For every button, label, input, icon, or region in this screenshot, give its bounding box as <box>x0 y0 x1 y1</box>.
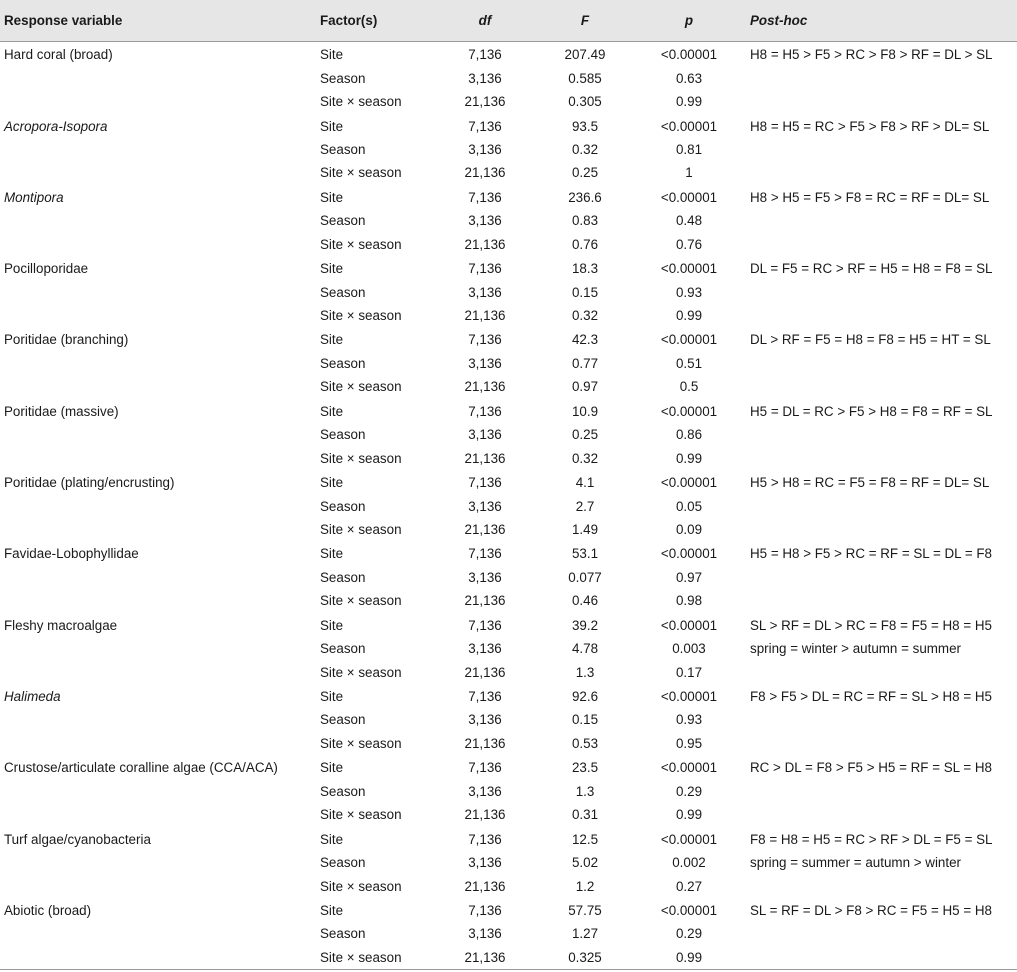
cell-p-value: <0.00001 <box>660 617 718 633</box>
cell-df: 7,136 <box>468 47 502 63</box>
cell-factor: Site × season <box>320 807 402 823</box>
cell-p-value: <0.00001 <box>660 332 718 348</box>
cell-f-value: 4.1 <box>575 475 595 491</box>
cell-f-value: 4.78 <box>571 641 599 657</box>
cell-p-value: 0.003 <box>672 641 706 657</box>
cell-response-variable <box>0 423 320 446</box>
cell-p-value: 0.17 <box>675 664 703 680</box>
table-row <box>0 138 1017 161</box>
table-row <box>0 399 1017 423</box>
cell-df: 3,136 <box>468 712 502 728</box>
cell-post-hoc <box>746 280 1017 303</box>
cell-p-value: 0.93 <box>675 284 703 300</box>
cell-df: 7,136 <box>468 189 502 205</box>
cell-response-variable <box>0 946 320 970</box>
cell-post-hoc: H8 > H5 = F5 > F8 = RC = RF = DL= SL <box>750 189 990 205</box>
cell-f-value: 1.2 <box>575 878 595 894</box>
cell-post-hoc <box>746 233 1017 256</box>
cell-f-value: 1.3 <box>575 664 595 680</box>
cell-post-hoc <box>746 446 1017 469</box>
table-row <box>0 637 1017 660</box>
cell-post-hoc <box>746 90 1017 113</box>
cell-p-value: 0.97 <box>675 569 703 585</box>
header-factors: Factor(s) <box>320 0 432 42</box>
cell-response-variable <box>0 90 320 113</box>
cell-df: 21,136 <box>464 379 506 395</box>
cell-response-variable <box>0 922 320 945</box>
cell-factor: Site × season <box>320 593 402 609</box>
cell-post-hoc: RC > DL = F8 > F5 > H5 = RF = SL = H8 <box>750 760 993 776</box>
cell-response-variable <box>0 280 320 303</box>
cell-post-hoc: F8 = H8 = H5 = RC > RF > DL = F5 = SL <box>750 831 993 847</box>
cell-factor: Season <box>320 855 366 871</box>
table-row <box>0 589 1017 612</box>
cell-f-value: 0.97 <box>571 379 599 395</box>
cell-p-value: 0.27 <box>675 878 703 894</box>
cell-p-value: 0.09 <box>675 521 703 537</box>
cell-post-hoc: H5 = DL = RC > F5 > H8 = F8 = RF = SL <box>750 403 993 419</box>
cell-f-value: 12.5 <box>571 831 599 847</box>
cell-p-value: 0.76 <box>675 236 703 252</box>
cell-response-variable: Montipora <box>4 189 64 205</box>
cell-factor: Site <box>320 261 344 277</box>
cell-df: 7,136 <box>468 831 502 847</box>
cell-df: 3,136 <box>468 498 502 514</box>
cell-f-value: 0.15 <box>571 712 599 728</box>
cell-response-variable <box>0 518 320 541</box>
header-p: p <box>632 0 746 42</box>
cell-factor: Site × season <box>320 735 402 751</box>
cell-df: 21,136 <box>464 236 506 252</box>
cell-df: 3,136 <box>468 70 502 86</box>
cell-post-hoc <box>746 66 1017 89</box>
table-row <box>0 352 1017 375</box>
table-row <box>0 494 1017 517</box>
cell-factor: Site × season <box>320 308 402 324</box>
cell-post-hoc <box>746 780 1017 803</box>
cell-post-hoc <box>746 922 1017 945</box>
cell-p-value: 0.29 <box>675 926 703 942</box>
cell-factor: Season <box>320 712 366 728</box>
cell-df: 3,136 <box>468 569 502 585</box>
cell-response-variable <box>0 209 320 232</box>
cell-df: 21,136 <box>464 165 506 181</box>
cell-df: 7,136 <box>468 403 502 419</box>
cell-post-hoc <box>746 946 1017 970</box>
cell-post-hoc <box>746 589 1017 612</box>
table-row <box>0 42 1017 67</box>
cell-factor: Site <box>320 403 344 419</box>
cell-factor: Site <box>320 47 344 63</box>
cell-f-value: 0.32 <box>571 450 599 466</box>
cell-df: 3,136 <box>468 926 502 942</box>
cell-p-value: <0.00001 <box>660 689 718 705</box>
cell-p-value: 0.99 <box>675 94 703 110</box>
table-row <box>0 922 1017 945</box>
cell-factor: Season <box>320 783 366 799</box>
table-row <box>0 304 1017 327</box>
table-row <box>0 209 1017 232</box>
cell-factor: Season <box>320 141 366 157</box>
cell-response-variable <box>0 851 320 874</box>
cell-f-value: 0.83 <box>571 213 599 229</box>
cell-response-variable <box>0 138 320 161</box>
table-row <box>0 280 1017 303</box>
cell-factor: Site × season <box>320 236 402 252</box>
cell-df: 7,136 <box>468 261 502 277</box>
cell-post-hoc <box>746 304 1017 327</box>
cell-df: 3,136 <box>468 355 502 371</box>
cell-p-value: 0.86 <box>675 427 703 443</box>
header-f: F <box>538 0 632 42</box>
cell-factor: Season <box>320 498 366 514</box>
cell-response-variable: Pocilloporidae <box>4 261 89 277</box>
cell-response-variable <box>0 589 320 612</box>
cell-response-variable <box>0 233 320 256</box>
cell-factor: Site <box>320 475 344 491</box>
cell-p-value: <0.00001 <box>660 189 718 205</box>
cell-response-variable <box>0 874 320 897</box>
cell-f-value: 0.585 <box>568 70 602 86</box>
cell-factor: Site <box>320 546 344 562</box>
cell-factor: Season <box>320 213 366 229</box>
cell-post-hoc: H5 = H8 > F5 > RC = RF = SL = DL = F8 <box>750 546 993 562</box>
cell-post-hoc: F8 > F5 > DL = RC = RF = SL > H8 = H5 <box>750 689 993 705</box>
cell-f-value: 0.25 <box>571 165 599 181</box>
cell-f-value: 0.31 <box>571 807 599 823</box>
cell-response-variable <box>0 708 320 731</box>
cell-factor: Site × season <box>320 165 402 181</box>
cell-df: 7,136 <box>468 760 502 776</box>
cell-post-hoc: H8 = H5 > F5 > RC > F8 > RF = DL > SL <box>750 47 993 63</box>
table-row <box>0 708 1017 731</box>
cell-response-variable <box>0 637 320 660</box>
cell-post-hoc <box>746 138 1017 161</box>
cell-factor: Site × season <box>320 878 402 894</box>
cell-factor: Season <box>320 70 366 86</box>
cell-factor: Season <box>320 284 366 300</box>
cell-f-value: 0.76 <box>571 236 599 252</box>
table-row <box>0 423 1017 446</box>
cell-f-value: 0.32 <box>571 308 599 324</box>
cell-response-variable: Poritidae (plating/encrusting) <box>4 475 175 491</box>
cell-df: 7,136 <box>468 617 502 633</box>
cell-post-hoc <box>746 732 1017 755</box>
cell-df: 21,136 <box>464 308 506 324</box>
table-row <box>0 470 1017 494</box>
cell-p-value: 0.29 <box>675 783 703 799</box>
cell-f-value: 2.7 <box>575 498 595 514</box>
cell-f-value: 0.32 <box>571 141 599 157</box>
table-row <box>0 518 1017 541</box>
cell-factor: Site × season <box>320 379 402 395</box>
cell-factor: Site <box>320 332 344 348</box>
cell-post-hoc <box>746 352 1017 375</box>
cell-p-value: 0.99 <box>675 807 703 823</box>
table-row <box>0 898 1017 922</box>
cell-p-value: <0.00001 <box>660 118 718 134</box>
cell-df: 21,136 <box>464 807 506 823</box>
cell-f-value: 207.49 <box>564 47 606 63</box>
cell-p-value: 0.95 <box>675 735 703 751</box>
cell-post-hoc: SL = RF = DL > F8 > RC = F5 = H5 = H8 <box>750 902 993 918</box>
table-row <box>0 113 1017 137</box>
cell-factor: Site <box>320 760 344 776</box>
cell-df: 3,136 <box>468 855 502 871</box>
cell-p-value: 0.5 <box>679 379 699 395</box>
cell-p-value: <0.00001 <box>660 546 718 562</box>
cell-factor: Site × season <box>320 664 402 680</box>
cell-f-value: 10.9 <box>571 403 599 419</box>
table-row <box>0 946 1017 970</box>
cell-f-value: 92.6 <box>571 689 599 705</box>
cell-df: 3,136 <box>468 427 502 443</box>
cell-post-hoc <box>746 423 1017 446</box>
cell-f-value: 0.53 <box>571 735 599 751</box>
cell-factor: Site × season <box>320 94 402 110</box>
cell-factor: Site <box>320 689 344 705</box>
cell-factor: Site <box>320 902 344 918</box>
header-response-variable: Response variable <box>0 0 320 42</box>
cell-response-variable: Favidae-Lobophyllidae <box>4 546 139 562</box>
cell-post-hoc <box>746 708 1017 731</box>
cell-response-variable <box>0 803 320 826</box>
table-row <box>0 185 1017 209</box>
cell-factor: Site × season <box>320 521 402 537</box>
cell-response-variable <box>0 66 320 89</box>
cell-response-variable: Crustose/articulate coralline algae (CCA/ACA) <box>4 760 278 776</box>
table-row <box>0 732 1017 755</box>
cell-df: 7,136 <box>468 689 502 705</box>
cell-response-variable <box>0 375 320 398</box>
cell-p-value: <0.00001 <box>660 902 718 918</box>
cell-df: 7,136 <box>468 118 502 134</box>
table-row <box>0 375 1017 398</box>
cell-response-variable: Fleshy macroalgae <box>4 617 118 633</box>
cell-post-hoc <box>746 518 1017 541</box>
cell-f-value: 0.15 <box>571 284 599 300</box>
cell-f-value: 57.75 <box>568 902 602 918</box>
cell-f-value: 53.1 <box>571 546 599 562</box>
cell-post-hoc: SL > RF = DL > RC = F8 = F5 = H8 = H5 <box>750 617 993 633</box>
cell-df: 7,136 <box>468 902 502 918</box>
cell-df: 21,136 <box>464 450 506 466</box>
cell-f-value: 39.2 <box>571 617 599 633</box>
table-body <box>0 42 1017 970</box>
cell-post-hoc <box>746 874 1017 897</box>
cell-f-value: 0.25 <box>571 427 599 443</box>
table-row <box>0 566 1017 589</box>
cell-post-hoc: spring = winter > autumn = summer <box>750 641 961 657</box>
cell-df: 7,136 <box>468 332 502 348</box>
cell-response-variable: Hard coral (broad) <box>4 47 113 63</box>
cell-response-variable <box>0 304 320 327</box>
cell-f-value: 23.5 <box>571 760 599 776</box>
cell-p-value: 0.002 <box>672 855 706 871</box>
cell-f-value: 0.077 <box>568 569 602 585</box>
cell-factor: Site × season <box>320 946 432 970</box>
cell-p-value: 1 <box>685 165 693 181</box>
cell-df: 3,136 <box>468 284 502 300</box>
cell-p-value: 0.99 <box>675 450 703 466</box>
cell-post-hoc: DL = F5 = RC > RF = H5 = H8 = F8 = SL <box>750 261 993 277</box>
cell-df: 21,136 <box>464 878 506 894</box>
cell-response-variable <box>0 780 320 803</box>
cell-p-value: <0.00001 <box>660 403 718 419</box>
cell-post-hoc <box>746 161 1017 184</box>
cell-f-value: 1.49 <box>571 521 599 537</box>
table-row <box>0 803 1017 826</box>
cell-post-hoc: DL > RF = F5 = H8 = F8 = H5 = HT = SL <box>750 332 991 348</box>
cell-p-value: 0.05 <box>675 498 703 514</box>
cell-p-value: 0.93 <box>675 712 703 728</box>
table-row <box>0 826 1017 850</box>
cell-factor: Season <box>320 427 366 443</box>
cell-df: 21,136 <box>464 94 506 110</box>
cell-df: 21,136 <box>464 521 506 537</box>
cell-df: 7,136 <box>468 546 502 562</box>
cell-df: 3,136 <box>468 141 502 157</box>
cell-f-value: 236.6 <box>568 189 602 205</box>
cell-p-value: 0.63 <box>675 70 703 86</box>
cell-response-variable: Halimeda <box>4 689 61 705</box>
cell-factor: Season <box>320 569 366 585</box>
cell-df: 3,136 <box>468 213 502 229</box>
cell-factor: Season <box>320 355 366 371</box>
cell-df: 21,136 <box>464 735 506 751</box>
header-row <box>0 0 1017 42</box>
cell-f-value: 1.3 <box>575 783 595 799</box>
cell-p-value: <0.00001 <box>660 47 718 63</box>
cell-response-variable: Abiotic (broad) <box>4 902 92 918</box>
cell-f-value: 42.3 <box>571 332 599 348</box>
cell-f-value: 0.305 <box>568 94 602 110</box>
cell-p-value: 0.48 <box>675 213 703 229</box>
cell-post-hoc: H5 > H8 = RC = F5 = F8 = RF = DL= SL <box>750 475 990 491</box>
table-row <box>0 256 1017 280</box>
cell-df: 3,136 <box>468 783 502 799</box>
cell-post-hoc <box>746 660 1017 683</box>
cell-df: 21,136 <box>464 664 506 680</box>
cell-p-value: 0.98 <box>675 593 703 609</box>
cell-response-variable: Turf algae/cyanobacteria <box>4 831 151 847</box>
cell-factor: Site × season <box>320 450 402 466</box>
cell-response-variable <box>0 161 320 184</box>
cell-f-value: 0.325 <box>538 946 632 970</box>
table-row <box>0 684 1017 708</box>
cell-factor: Season <box>320 926 366 942</box>
table-row <box>0 613 1017 637</box>
cell-p-value: 0.81 <box>675 141 703 157</box>
cell-post-hoc: H8 = H5 = RC > F5 > F8 > RF > DL= SL <box>750 118 990 134</box>
table-row <box>0 660 1017 683</box>
cell-p-value: 0.99 <box>632 946 746 970</box>
cell-df: 3,136 <box>468 641 502 657</box>
cell-p-value: <0.00001 <box>660 475 718 491</box>
cell-p-value: <0.00001 <box>660 760 718 776</box>
header-post-hoc: Post-hoc <box>746 0 1017 42</box>
table-row <box>0 161 1017 184</box>
cell-f-value: 18.3 <box>571 261 599 277</box>
table-row <box>0 851 1017 874</box>
table-row <box>0 780 1017 803</box>
cell-factor: Site <box>320 831 344 847</box>
cell-post-hoc <box>746 803 1017 826</box>
cell-response-variable: Poritidae (branching) <box>4 332 129 348</box>
cell-response-variable <box>0 494 320 517</box>
cell-f-value: 1.27 <box>571 926 599 942</box>
cell-f-value: 0.77 <box>571 355 599 371</box>
cell-df: 7,136 <box>468 475 502 491</box>
cell-factor: Site <box>320 617 344 633</box>
cell-p-value: 0.99 <box>675 308 703 324</box>
cell-response-variable <box>0 660 320 683</box>
cell-post-hoc: spring = summer = autumn > winter <box>750 855 961 871</box>
table-row <box>0 874 1017 897</box>
table-row <box>0 233 1017 256</box>
cell-factor: Season <box>320 641 366 657</box>
cell-df: 21,136 <box>464 593 506 609</box>
cell-response-variable <box>0 566 320 589</box>
cell-factor: Site <box>320 189 344 205</box>
table-header <box>0 0 1017 42</box>
header-df: df <box>432 0 538 42</box>
table-row <box>0 446 1017 469</box>
cell-response-variable <box>0 732 320 755</box>
cell-post-hoc <box>746 566 1017 589</box>
cell-f-value: 5.02 <box>571 855 599 871</box>
cell-post-hoc <box>746 375 1017 398</box>
table-row <box>0 541 1017 565</box>
cell-post-hoc <box>746 209 1017 232</box>
cell-response-variable: Acropora-Isopora <box>4 118 108 134</box>
table-row <box>0 755 1017 779</box>
cell-f-value: 0.46 <box>571 593 599 609</box>
table-row <box>0 66 1017 89</box>
cell-f-value: 93.5 <box>571 118 599 134</box>
cell-factor: Site <box>320 118 344 134</box>
table-row <box>0 90 1017 113</box>
cell-response-variable: Poritidae (massive) <box>4 403 119 419</box>
cell-p-value: <0.00001 <box>660 831 718 847</box>
cell-p-value: 0.51 <box>675 355 703 371</box>
cell-response-variable <box>0 352 320 375</box>
cell-post-hoc <box>746 494 1017 517</box>
cell-response-variable <box>0 446 320 469</box>
cell-df: 21,136 <box>432 946 538 970</box>
table-row <box>0 327 1017 351</box>
cell-p-value: <0.00001 <box>660 261 718 277</box>
